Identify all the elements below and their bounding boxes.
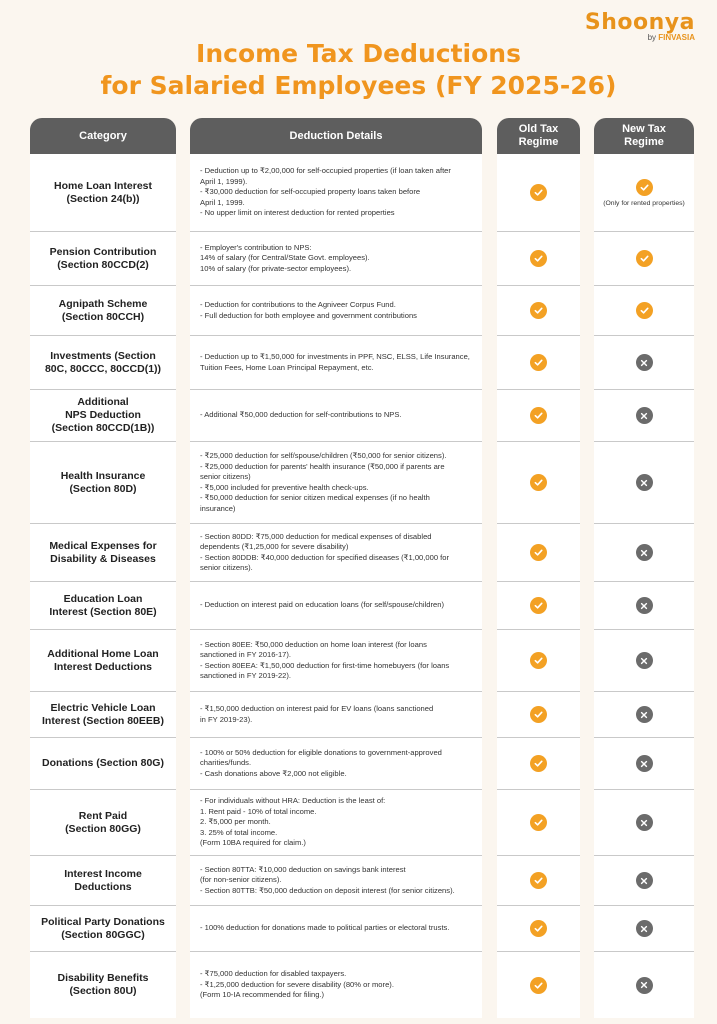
- table-body: [30, 154, 694, 1018]
- deductions-table: [30, 118, 694, 1018]
- row-new-regime: [594, 154, 694, 232]
- table-row: [30, 738, 694, 790]
- row-details: - Section 80TTA: ₹10,000 deduction on savings bank interest (for non-senior citizens). - Section 80TTB: ₹50,000 deduction on deposit interest (for senior citizens).: [190, 856, 482, 906]
- row-new-regime: [594, 738, 694, 790]
- cross-icon: [636, 814, 653, 831]
- title-line-1: Income Tax Deductions: [196, 39, 521, 68]
- cross-icon: [636, 755, 653, 772]
- check-icon: [530, 706, 547, 723]
- row-details: - ₹1,50,000 deduction on interest paid for EV loans (loans sanctioned in FY 2019-23).: [190, 692, 482, 738]
- cross-icon: [636, 544, 653, 561]
- row-details: - Deduction for contributions to the Agniveer Corpus Fund. - Full deduction for both employee and government contributions: [190, 286, 482, 336]
- check-icon: [530, 652, 547, 669]
- table-row: [30, 790, 694, 856]
- row-new-regime: [594, 286, 694, 336]
- cross-icon: [636, 652, 653, 669]
- table-row: [30, 154, 694, 232]
- row-new-regime: [594, 630, 694, 692]
- row-details: - 100% deduction for donations made to political parties or electoral trusts.: [190, 906, 482, 952]
- row-new-regime: [594, 952, 694, 1018]
- row-details: - Deduction up to ₹1,50,000 for investments in PPF, NSC, ELSS, Life Insurance, Tuition Fees, Home Loan Principal Repayment, etc.: [190, 336, 482, 390]
- row-details: - For individuals without HRA: Deduction is the least of: 1. Rent paid - 10% of total income. 2. ₹5,000 per month. 3. 25% of total income. (Form 10BA required for claim.): [190, 790, 482, 856]
- check-icon: [530, 920, 547, 937]
- check-icon: [530, 597, 547, 614]
- row-new-regime: [594, 232, 694, 286]
- new-regime-note: (Only for rented properties): [603, 199, 685, 207]
- row-category: Health Insurance (Section 80D): [30, 442, 176, 524]
- page-title: [0, 38, 717, 102]
- cross-icon: [636, 706, 653, 723]
- row-category: Additional Home Loan Interest Deductions: [30, 630, 176, 692]
- row-category: Rent Paid (Section 80GG): [30, 790, 176, 856]
- row-category: Political Party Donations (Section 80GGC): [30, 906, 176, 952]
- table-row: [30, 582, 694, 630]
- row-details: - 100% or 50% deduction for eligible donations to government-approved charities/funds. - Cash donations above ₹2,000 not eligible.: [190, 738, 482, 790]
- table-row: [30, 390, 694, 442]
- check-icon: [636, 302, 653, 319]
- row-old-regime: [497, 442, 580, 524]
- row-old-regime: [497, 630, 580, 692]
- check-icon: [530, 184, 547, 201]
- table-row: [30, 336, 694, 390]
- table-row: [30, 442, 694, 524]
- row-category: Home Loan Interest (Section 24(b)): [30, 154, 176, 232]
- title-line-2: for Salaried Employees (FY 2025-26): [100, 71, 617, 100]
- header-old-regime: Old Tax Regime: [497, 118, 580, 154]
- row-old-regime: [497, 952, 580, 1018]
- row-category: Education Loan Interest (Section 80E): [30, 582, 176, 630]
- row-old-regime: [497, 232, 580, 286]
- table-row: [30, 286, 694, 336]
- row-category: Medical Expenses for Disability & Diseases: [30, 524, 176, 582]
- header-details: Deduction Details: [190, 118, 482, 154]
- row-old-regime: [497, 692, 580, 738]
- row-category: Investments (Section 80C, 80CCC, 80CCD(1)): [30, 336, 176, 390]
- check-icon: [530, 474, 547, 491]
- row-old-regime: [497, 336, 580, 390]
- logo-sub-brand: FINVASIA: [658, 33, 695, 42]
- row-details: - Section 80DD: ₹75,000 deduction for medical expenses of disabled dependents (₹1,25,000 for severe disability) - Section 80DDB: ₹40,000 deduction for specified diseases (₹1,00,000 for senior citizens).: [190, 524, 482, 582]
- row-new-regime: [594, 336, 694, 390]
- row-details: - ₹75,000 deduction for disabled taxpayers. - ₹1,25,000 deduction for severe disability (80% or more). (Form 10-IA recommended for filing.): [200, 969, 394, 1000]
- row-category: Pension Contribution (Section 80CCD(2): [30, 232, 176, 286]
- row-details: - Additional ₹50,000 deduction for self-contributions to NPS.: [190, 390, 482, 442]
- table-row: [30, 692, 694, 738]
- row-old-regime: [497, 154, 580, 232]
- check-icon: [530, 250, 547, 267]
- cross-icon: [636, 920, 653, 937]
- row-new-regime: [594, 390, 694, 442]
- table-row: [30, 524, 694, 582]
- check-icon: [530, 872, 547, 889]
- check-icon: [530, 354, 547, 371]
- row-new-regime: [594, 442, 694, 524]
- row-category: Agnipath Scheme (Section 80CCH): [30, 286, 176, 336]
- row-old-regime: [497, 738, 580, 790]
- row-new-regime: [594, 906, 694, 952]
- row-category: Disability Benefits (Section 80U): [57, 972, 149, 997]
- cross-icon: [636, 354, 653, 371]
- row-old-regime: [497, 390, 580, 442]
- cross-icon: [636, 872, 653, 889]
- cross-icon: [636, 597, 653, 614]
- row-old-regime: [497, 906, 580, 952]
- logo-text: Shoonya: [584, 10, 695, 35]
- header-category: Category: [30, 118, 176, 154]
- table-row: [30, 952, 694, 1018]
- row-category: Interest Income Deductions: [30, 856, 176, 906]
- table-row: [30, 856, 694, 906]
- row-new-regime: [594, 524, 694, 582]
- row-category: Additional NPS Deduction (Section 80CCD(1B)): [30, 390, 176, 442]
- row-category: Electric Vehicle Loan Interest (Section 80EEB): [30, 692, 176, 738]
- check-icon: [530, 302, 547, 319]
- row-details: - Section 80EE: ₹50,000 deduction on home loan interest (for loans sanctioned in FY 2016-17). - Section 80EEA: ₹1,50,000 deduction for first-time homebuyers (for loans sanctioned in FY 2019-22).: [190, 630, 482, 692]
- row-details: - ₹25,000 deduction for self/spouse/children (₹50,000 for senior citizens). - ₹25,000 deduction for parents' health insurance (₹50,000 if parents are senior citizens) - ₹5,000 included for preventive health check-ups. - ₹50,000 deduction for senior citizen medical expenses (if no health insurance): [190, 442, 482, 524]
- row-details: - Employer's contribution to NPS: 14% of salary (for Central/State Govt. employees). 10% of salary (for private-sector employees).: [190, 232, 482, 286]
- row-old-regime: [497, 286, 580, 336]
- check-icon: [530, 977, 547, 994]
- row-details: - Deduction on interest paid on education loans (for self/spouse/children): [190, 582, 482, 630]
- check-icon: [636, 250, 653, 267]
- row-old-regime: [497, 790, 580, 856]
- row-category: Donations (Section 80G): [30, 738, 176, 790]
- check-icon: [530, 755, 547, 772]
- row-new-regime: [594, 790, 694, 856]
- table-row: [30, 630, 694, 692]
- table-row: [30, 232, 694, 286]
- table-row: [30, 906, 694, 952]
- cross-icon: [636, 474, 653, 491]
- row-old-regime: [497, 582, 580, 630]
- logo-sub-prefix: by: [647, 33, 657, 42]
- table-header: [30, 118, 694, 154]
- check-icon: [530, 544, 547, 561]
- check-icon: [636, 179, 653, 196]
- cross-icon: [636, 977, 653, 994]
- cross-icon: [636, 407, 653, 424]
- header-new-regime: New Tax Regime: [594, 118, 694, 154]
- check-icon: [530, 814, 547, 831]
- row-details: - Deduction up to ₹2,00,000 for self-occupied properties (if loan taken after April 1, 1999). - ₹30,000 deduction for self-occupied property loans taken before April 1, 1999. - No upper limit on interest deduction for rented properties: [190, 154, 482, 232]
- row-old-regime: [497, 856, 580, 906]
- row-old-regime: [497, 524, 580, 582]
- check-icon: [530, 407, 547, 424]
- row-new-regime: [594, 856, 694, 906]
- row-new-regime: [594, 692, 694, 738]
- row-new-regime: [594, 582, 694, 630]
